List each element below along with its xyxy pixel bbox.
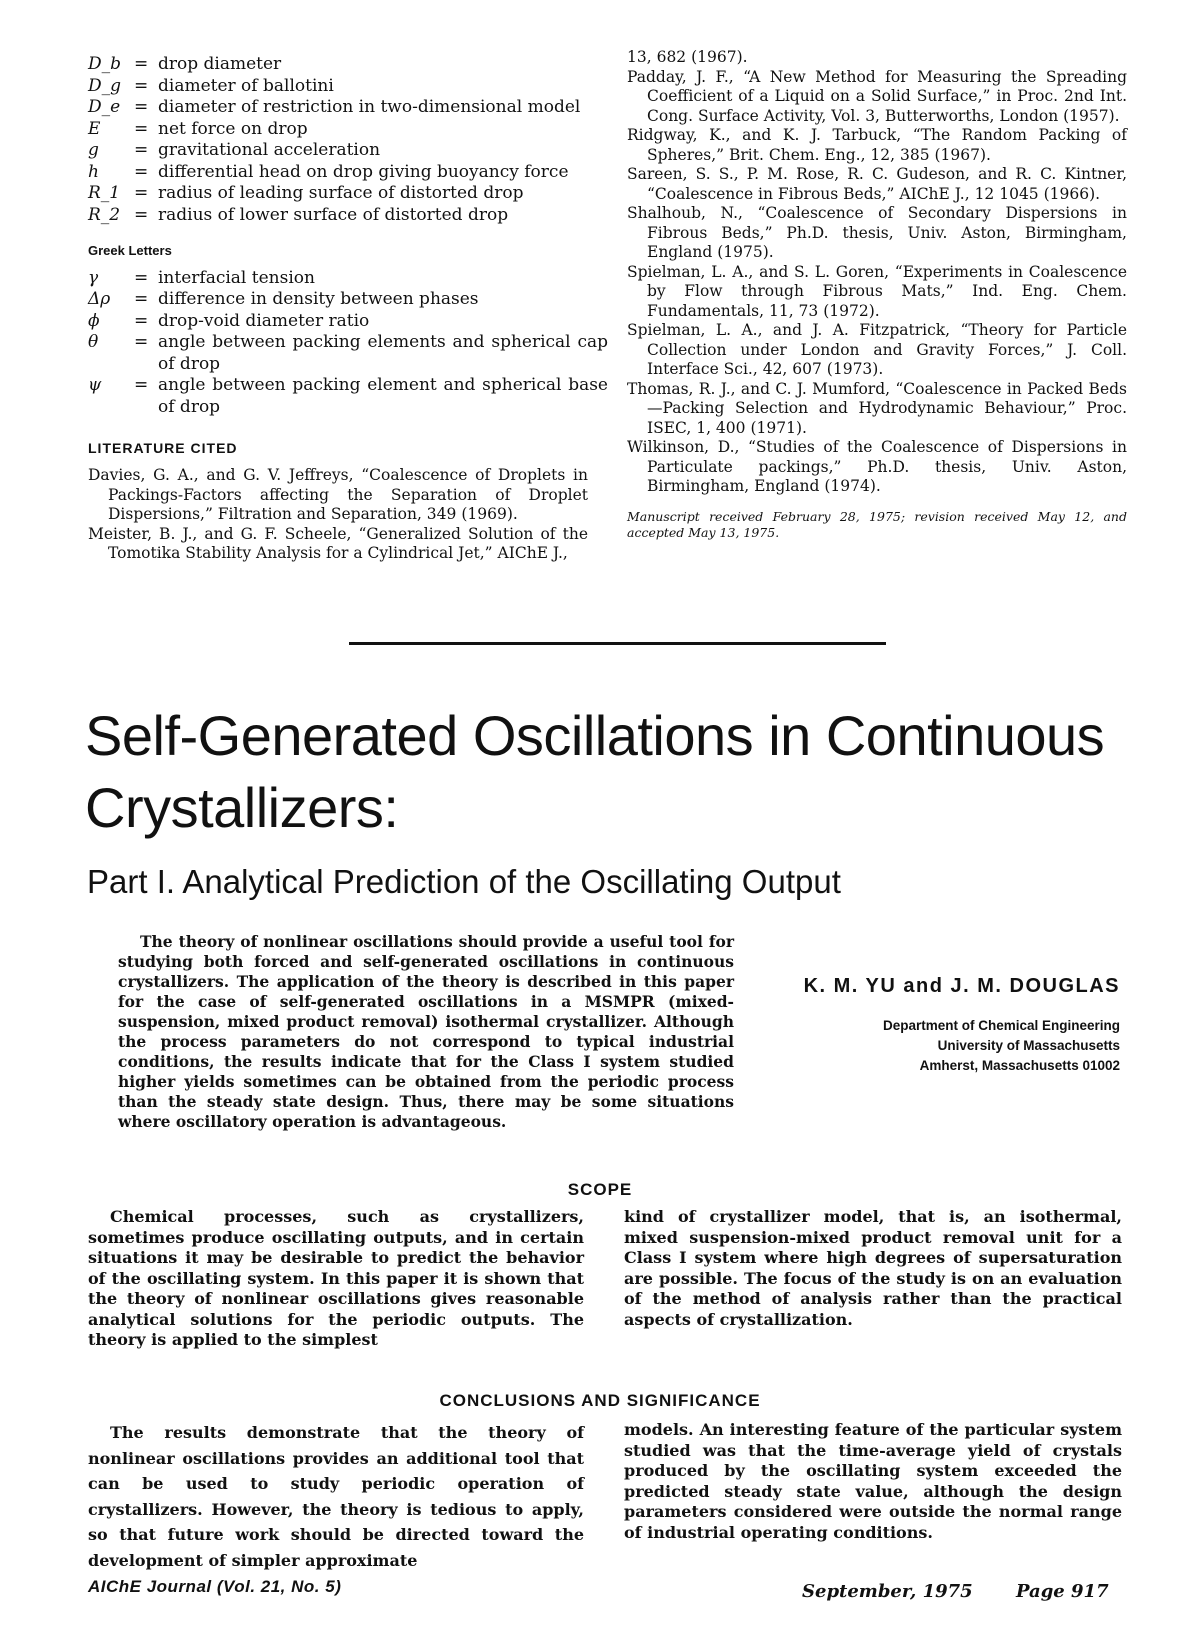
reference-entry: Davies, G. A., and G. V. Jeffreys, “Coalescence of Droplets in Packings-Factors affecting the Separation of Droplet Dispersions,” Filtration and Separation, 349 (1969). [88,466,588,523]
equals-sign: = [134,289,149,309]
conclusions-right-column: models. An interesting feature of the particular system studied was that the time-average yield of crystals produced by the oscillating system exceeded the predicted steady state value, although the design parameters considered were outside the normal range of industrial operating conditions. [624,1420,1122,1542]
affiliation-department: Department of Chemical Engineering [882,1018,1120,1033]
symbol-row [88,183,608,205]
symbol-row [88,140,608,162]
symbol: R_2 [88,204,121,225]
symbol-row [88,162,608,184]
symbol: Δρ [88,289,111,309]
symbol-row [88,119,608,141]
literature-cited-heading: LITERATURE CITED [88,440,238,456]
reference-entry: Padday, J. F., “A New Method for Measuring the Spreading Coefficient of a Liquid on a Solid Surface,” in Proc. 2nd Int. Cong. Surface Activity, Vol. 3, Butterworths, London (1957). [627,67,1127,125]
symbol: D_e [88,97,121,117]
symbol: D_g [88,75,122,96]
reference-entry: Spielman, L. A., and J. A. Fitzpatrick, “Theory for Particle Collection under London and Gravity Forces,” J. Coll. Interface Sci., 42, 607 (1973). [627,321,1127,378]
reference-entry: 13, 682 (1967). [627,48,748,66]
footer-date: September, 1975 [802,1581,973,1602]
conclusions-heading: CONCLUSIONS AND SIGNIFICANCE [439,1391,761,1410]
reference-entry: Spielman, L. A., and S. L. Goren, “Experiments in Coalescence by Flow through Fibrous Mats,” Ind. Eng. Chem. Fundamentals, 11, 73 (1972). [627,262,1127,320]
symbol-definition: net force on drop [158,118,308,139]
nomenclature-list [88,54,608,226]
reference-entry: Ridgway, K., and K. J. Tarbuck, “The Random Packing of Spheres,” Brit. Chem. Eng., 12, 385 (1967). [627,126,1127,164]
reference-entry: Wilkinson, D., “Studies of the Coalescence of Dispersions in Particulate packings,” Ph.D. thesis, Univ. Aston, Birmingham, England (1974). [627,438,1127,495]
symbol: ψ [88,375,102,395]
reference-entry: Sareen, S. S., P. M. Rose, R. C. Gudeson, and R. C. Kintner, “Coalescence in Fibrous Beds,” AIChE J., 12 1045 (1966). [627,165,1127,203]
references-left-column [88,466,588,564]
conclusions-left-column: The results demonstrate that the theory of nonlinear oscillations provides an additional tool that can be used to study periodic operation of crystallizers. However, the theory is tedious to apply, so that future work should be directed toward the development of simpler approximate [88,1423,584,1570]
symbol: h [88,161,99,182]
equals-sign: = [134,97,149,117]
symbol-definition: angle between packing element and spherical base of drop [158,375,608,417]
author-block [760,975,1120,1076]
equals-sign: = [134,204,149,225]
symbol-row [88,54,608,76]
symbol: g [88,140,99,160]
symbol-definition: radius of leading surface of distorted drop [158,183,524,203]
article-subtitle: Part I. Analytical Prediction of the Oscillating Output [87,863,841,900]
symbol-definition: diameter of restriction in two-dimensional model [158,97,581,117]
symbol-definition: radius of lower surface of distorted drop [158,204,509,225]
equals-sign: = [134,54,149,74]
symbol-definition: differential head on drop giving buoyancy force [158,161,569,182]
symbol: ϕ [88,310,100,331]
scope-right-column: kind of crystallizer model, that is, an isothermal, mixed suspension-mixed product removal unit for a Class I system where high degrees of supersaturation are possible. The focus of the study is on an evaluation of the method of analysis rather than the practical aspects of crystallization. [624,1207,1122,1329]
symbol-definition: angle between packing elements and spherical cap of drop [158,332,608,374]
equals-sign: = [134,183,149,203]
symbol-row [88,268,608,290]
author-names: K. M. YU and J. M. DOUGLAS [803,975,1120,997]
symbol-definition: drop diameter [158,54,282,74]
affiliation-location: Amherst, Massachusetts 01002 [919,1058,1120,1073]
equals-sign: = [134,310,149,331]
symbol-row [88,76,608,98]
abstract: The theory of nonlinear oscillations should provide a useful tool for studying both forced and self-generated oscillations in continuous crystallizers. The application of the theory is described in this paper for the case of self-generated oscillations in a MSMPR (mixed-suspension, mixed product removal) isothermal crystallizer. Although the process parameters do not correspond to typical industrial conditions, the results indicate that for the Class I system studied higher yields sometimes can be obtained from the periodic process than the steady state design. Thus, there may be some situations where oscillatory operation is advantageous. [118,932,734,1131]
scope-left-column: Chemical processes, such as crystallizers, sometimes produce oscillating outputs, and in certain situations it may be desirable to predict the behavior of the oscillating system. In this paper it is shown that the theory of nonlinear oscillations gives reasonable analytical solutions for the periodic outputs. The theory is applied to the simplest [88,1207,584,1349]
reference-entry: Thomas, R. J., and C. J. Mumford, “Coalescence in Packed Beds—Packing Selection and Hydrodynamic Behaviour,” Proc. ISEC, 1, 400 (1971). [627,379,1127,437]
equals-sign: = [134,161,149,182]
symbol-row [88,289,608,311]
greek-letters-list [88,268,608,419]
symbol-definition: drop-void diameter ratio [158,310,370,331]
equals-sign: = [134,267,149,288]
references-right-list [627,48,1127,497]
equals-sign: = [134,75,149,96]
scope-heading: SCOPE [567,1180,633,1199]
affiliation-university: University of Massachusetts [937,1038,1120,1053]
symbol-row [88,332,608,375]
footer-page-number: Page 917 [1016,1581,1109,1602]
equals-sign: = [134,332,149,352]
symbol-row [88,375,608,418]
reference-entry: Shalhoub, N., “Coalescence of Secondary Dispersions in Fibrous Beds,” Ph.D. thesis, Univ. Aston, Birmingham, England (1975). [627,204,1127,261]
equals-sign: = [134,375,149,395]
equals-sign: = [134,140,149,160]
article-title: Self-Generated Oscillations in Continuous Crystallizers: [85,704,1105,839]
reference-entry: Meister, B. J., and G. F. Scheele, “Generalized Solution of the Tomotika Stability Analysis for a Cylindrical Jet,” AIChE J., [88,524,588,562]
symbol-definition: diameter of ballotini [158,75,334,96]
greek-letters-heading: Greek Letters [88,243,172,258]
symbol-row [88,311,608,333]
symbol: θ [88,332,99,352]
symbol-definition: difference in density between phases [158,289,479,309]
symbol-definition: interfacial tension [158,267,315,288]
symbol-row [88,97,608,119]
equals-sign: = [134,118,149,139]
references-right-column [627,48,1127,541]
symbol: E [88,118,101,139]
symbol-row [88,205,608,227]
section-divider-rule [349,642,886,645]
symbol: γ [88,267,99,288]
footer-journal: AIChE Journal (Vol. 21, No. 5) [88,1577,342,1596]
manuscript-note: Manuscript received February 28, 1975; revision received May 12, and accepted May 13, 1975. [627,508,1127,540]
symbol: D_b [88,54,122,74]
symbol-definition: gravitational acceleration [158,140,381,160]
symbol: R_1 [88,183,121,203]
nomenclature-section [88,54,608,474]
